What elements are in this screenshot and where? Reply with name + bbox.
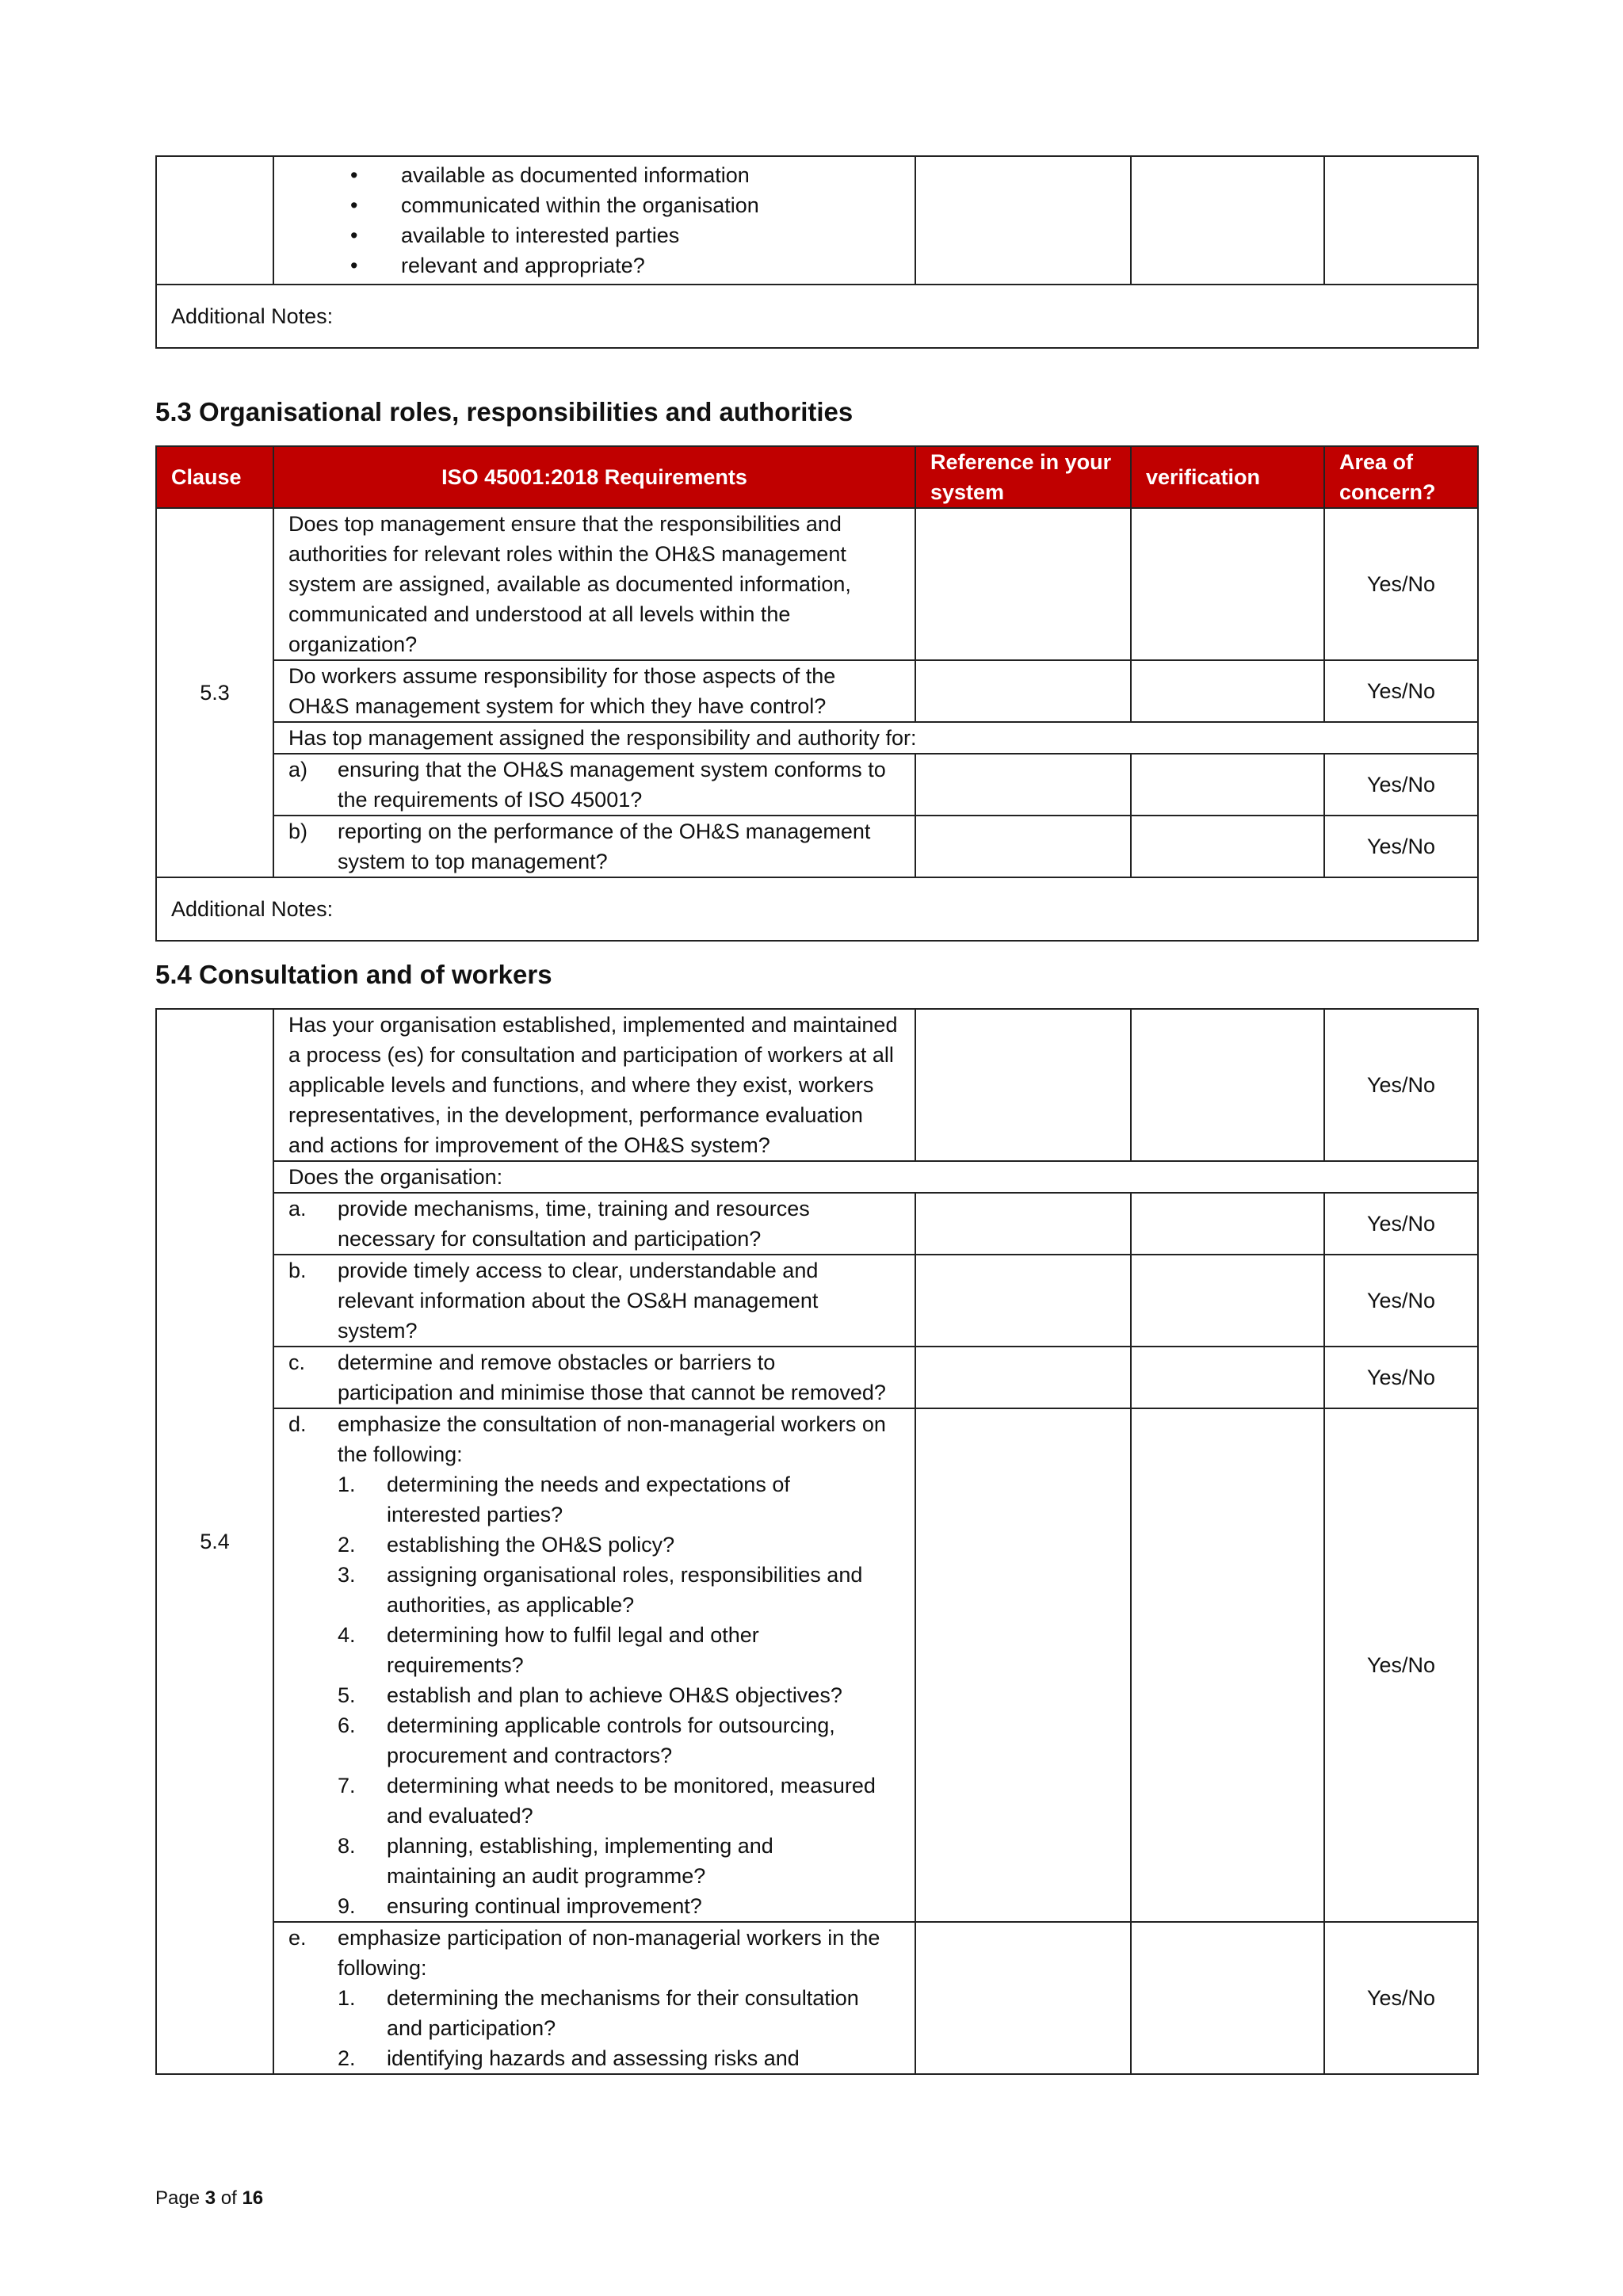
header-reference: Reference in your system	[915, 446, 1131, 508]
requirement-text: Do workers assume responsibility for those aspects of the OH&S management system for which they have control?	[273, 660, 915, 722]
item-number: 1.	[338, 1986, 356, 2010]
page-footer	[155, 2187, 263, 2210]
item-label: c.	[288, 1350, 306, 1374]
header-verification: verification	[1131, 446, 1324, 508]
requirement-subitem	[273, 1255, 915, 1347]
bullet-item: • available as documented information	[288, 160, 900, 190]
item-text: determining the needs and expectations of interested parties?	[387, 1473, 790, 1526]
item-text: emphasize the consultation of non-managerial workers on the following:	[338, 1412, 886, 1466]
clause-number: 5.3	[156, 508, 273, 877]
reference-cell[interactable]	[915, 1408, 1131, 1922]
header-clause: Clause	[156, 446, 273, 508]
requirement-text: Has your organisation established, implemented and maintained a process (es) for consultation and participation of workers at all applicable levels and functions, and where they exist, workers representatives, in the development, performance evaluation and actions for improvement of the OH&S system?	[273, 1009, 915, 1161]
item-text: determining how to fulfil legal and other requirements?	[387, 1623, 759, 1677]
item-text: determining what needs to be monitored, measured and evaluated?	[387, 1774, 876, 1828]
item-text: planning, establishing, implementing and maintaining an audit programme?	[387, 1834, 773, 1888]
page-content	[155, 155, 1477, 2075]
clause-number: 5.4	[156, 1009, 273, 2074]
requirement-subitem	[273, 754, 915, 816]
item-label: a)	[288, 758, 308, 781]
verification-cell[interactable]	[1131, 754, 1324, 816]
list-item	[338, 1530, 900, 1560]
footer-prefix: Page	[155, 2187, 205, 2209]
reference-cell[interactable]	[915, 1009, 1131, 1161]
reference-cell[interactable]	[915, 1255, 1131, 1347]
item-text: establishing the OH&S policy?	[387, 1533, 675, 1557]
clause-cell	[156, 156, 273, 285]
requirement-text: Does top management ensure that the responsibilities and authorities for relevant roles within the OH&S management system are assigned, available as documented information, communicated and understood at all levels within the organization?	[273, 508, 915, 660]
concern-cell[interactable]	[1324, 156, 1478, 285]
verification-cell[interactable]	[1131, 1408, 1324, 1922]
reference-cell[interactable]	[915, 1193, 1131, 1255]
item-text: provide timely access to clear, understandable and relevant information about the OS&H management system?	[338, 1259, 819, 1343]
item-text: identifying hazards and assessing risks and	[387, 2046, 800, 2070]
verification-cell[interactable]	[1131, 156, 1324, 285]
list-item	[338, 1983, 900, 2043]
item-text: emphasize participation of non-managerial workers in the following:	[338, 1926, 880, 1980]
item-text: determining applicable controls for outsourcing, procurement and contractors?	[387, 1713, 835, 1767]
yes-no-field[interactable]: Yes/No	[1324, 508, 1478, 660]
verification-cell[interactable]	[1131, 1255, 1324, 1347]
reference-cell[interactable]	[915, 660, 1131, 722]
item-number: 1.	[338, 1473, 356, 1496]
item-number: 5.	[338, 1683, 356, 1707]
reference-cell[interactable]	[915, 816, 1131, 877]
reference-cell[interactable]	[915, 754, 1131, 816]
item-text: assigning organisational roles, responsibilities and authorities, as applicable?	[387, 1563, 863, 1617]
item-number: 3.	[338, 1563, 356, 1587]
yes-no-field[interactable]: Yes/No	[1324, 1193, 1478, 1255]
item-text: ensuring continual improvement?	[387, 1894, 702, 1918]
list-item	[338, 1560, 900, 1620]
verification-cell[interactable]	[1131, 660, 1324, 722]
item-label: e.	[288, 1926, 307, 1950]
numbered-list	[338, 1983, 900, 2073]
list-item	[338, 1831, 900, 1891]
list-item	[338, 1710, 900, 1771]
item-label: b.	[288, 1259, 307, 1282]
yes-no-field[interactable]: Yes/No	[1324, 816, 1478, 877]
requirement-text: Does the organisation:	[273, 1161, 1478, 1193]
list-item	[338, 1620, 900, 1680]
bullet-item: • available to interested parties	[288, 220, 900, 250]
item-number: 7.	[338, 1774, 356, 1797]
verification-cell[interactable]	[1131, 508, 1324, 660]
item-text: determine and remove obstacles or barriers to participation and minimise those that cannot be removed?	[338, 1350, 886, 1404]
item-text: establish and plan to achieve OH&S objectives?	[387, 1683, 842, 1707]
header-concern: Area of concern?	[1324, 446, 1478, 508]
requirement-subitem	[273, 816, 915, 877]
item-label: d.	[288, 1412, 307, 1436]
yes-no-field[interactable]: Yes/No	[1324, 660, 1478, 722]
requirement-subitem	[273, 1347, 915, 1408]
item-label: b)	[288, 819, 308, 843]
item-text: determining the mechanisms for their consultation and participation?	[387, 1986, 859, 2040]
item-label: a.	[288, 1197, 307, 1221]
additional-notes[interactable]: Additional Notes:	[156, 877, 1478, 941]
section-5-4-table	[155, 1008, 1479, 2075]
reference-cell[interactable]	[915, 508, 1131, 660]
item-text: ensuring that the OH&S management system conforms to the requirements of ISO 45001?	[338, 758, 886, 812]
reference-cell[interactable]	[915, 156, 1131, 285]
item-text: provide mechanisms, time, training and resources necessary for consultation and participation?	[338, 1197, 810, 1251]
list-item	[338, 1469, 900, 1530]
section-5-3-table	[155, 445, 1479, 942]
verification-cell[interactable]	[1131, 1347, 1324, 1408]
section-heading-5-4: 5.4 Consultation and of workers	[155, 960, 552, 989]
page-total: 16	[242, 2187, 264, 2209]
yes-no-field[interactable]: Yes/No	[1324, 1255, 1478, 1347]
requirement-subitem	[273, 1922, 915, 2074]
additional-notes[interactable]: Additional Notes:	[156, 285, 1478, 348]
reference-cell[interactable]	[915, 1347, 1131, 1408]
verification-cell[interactable]	[1131, 816, 1324, 877]
yes-no-field[interactable]: Yes/No	[1324, 1922, 1478, 2074]
bullet-item: • communicated within the organisation	[288, 190, 900, 220]
item-number: 6.	[338, 1713, 356, 1737]
item-text: reporting on the performance of the OH&S management system to top management?	[338, 819, 871, 873]
yes-no-field[interactable]: Yes/No	[1324, 1009, 1478, 1161]
reference-cell[interactable]	[915, 1922, 1131, 2074]
list-item	[338, 1680, 900, 1710]
verification-cell[interactable]	[1131, 1193, 1324, 1255]
list-item	[338, 2043, 900, 2073]
footer-of: of	[216, 2187, 242, 2209]
bullet-cell	[273, 156, 915, 285]
list-item	[338, 1891, 900, 1921]
page-number: 3	[204, 2187, 216, 2209]
policy-continuation-table	[155, 155, 1479, 349]
item-number: 9.	[338, 1894, 356, 1918]
header-requirements: ISO 45001:2018 Requirements	[273, 446, 915, 508]
item-number: 4.	[338, 1623, 356, 1647]
item-number: 2.	[338, 2046, 356, 2070]
verification-cell[interactable]	[1131, 1009, 1324, 1161]
bullet-list	[288, 160, 900, 281]
requirement-text: Has top management assigned the responsibility and authority for:	[273, 722, 1478, 754]
yes-no-field[interactable]: Yes/No	[1324, 1408, 1478, 1922]
verification-cell[interactable]	[1131, 1922, 1324, 2074]
yes-no-field[interactable]: Yes/No	[1324, 1347, 1478, 1408]
yes-no-field[interactable]: Yes/No	[1324, 754, 1478, 816]
requirement-subitem	[273, 1408, 915, 1922]
item-number: 2.	[338, 1533, 356, 1557]
numbered-list	[338, 1469, 900, 1921]
item-number: 8.	[338, 1834, 356, 1858]
section-heading-5-3: 5.3 Organisational roles, responsibilities and authorities	[155, 397, 854, 426]
list-item	[338, 1771, 900, 1831]
requirement-subitem	[273, 1193, 915, 1255]
bullet-item: • relevant and appropriate?	[288, 250, 900, 281]
